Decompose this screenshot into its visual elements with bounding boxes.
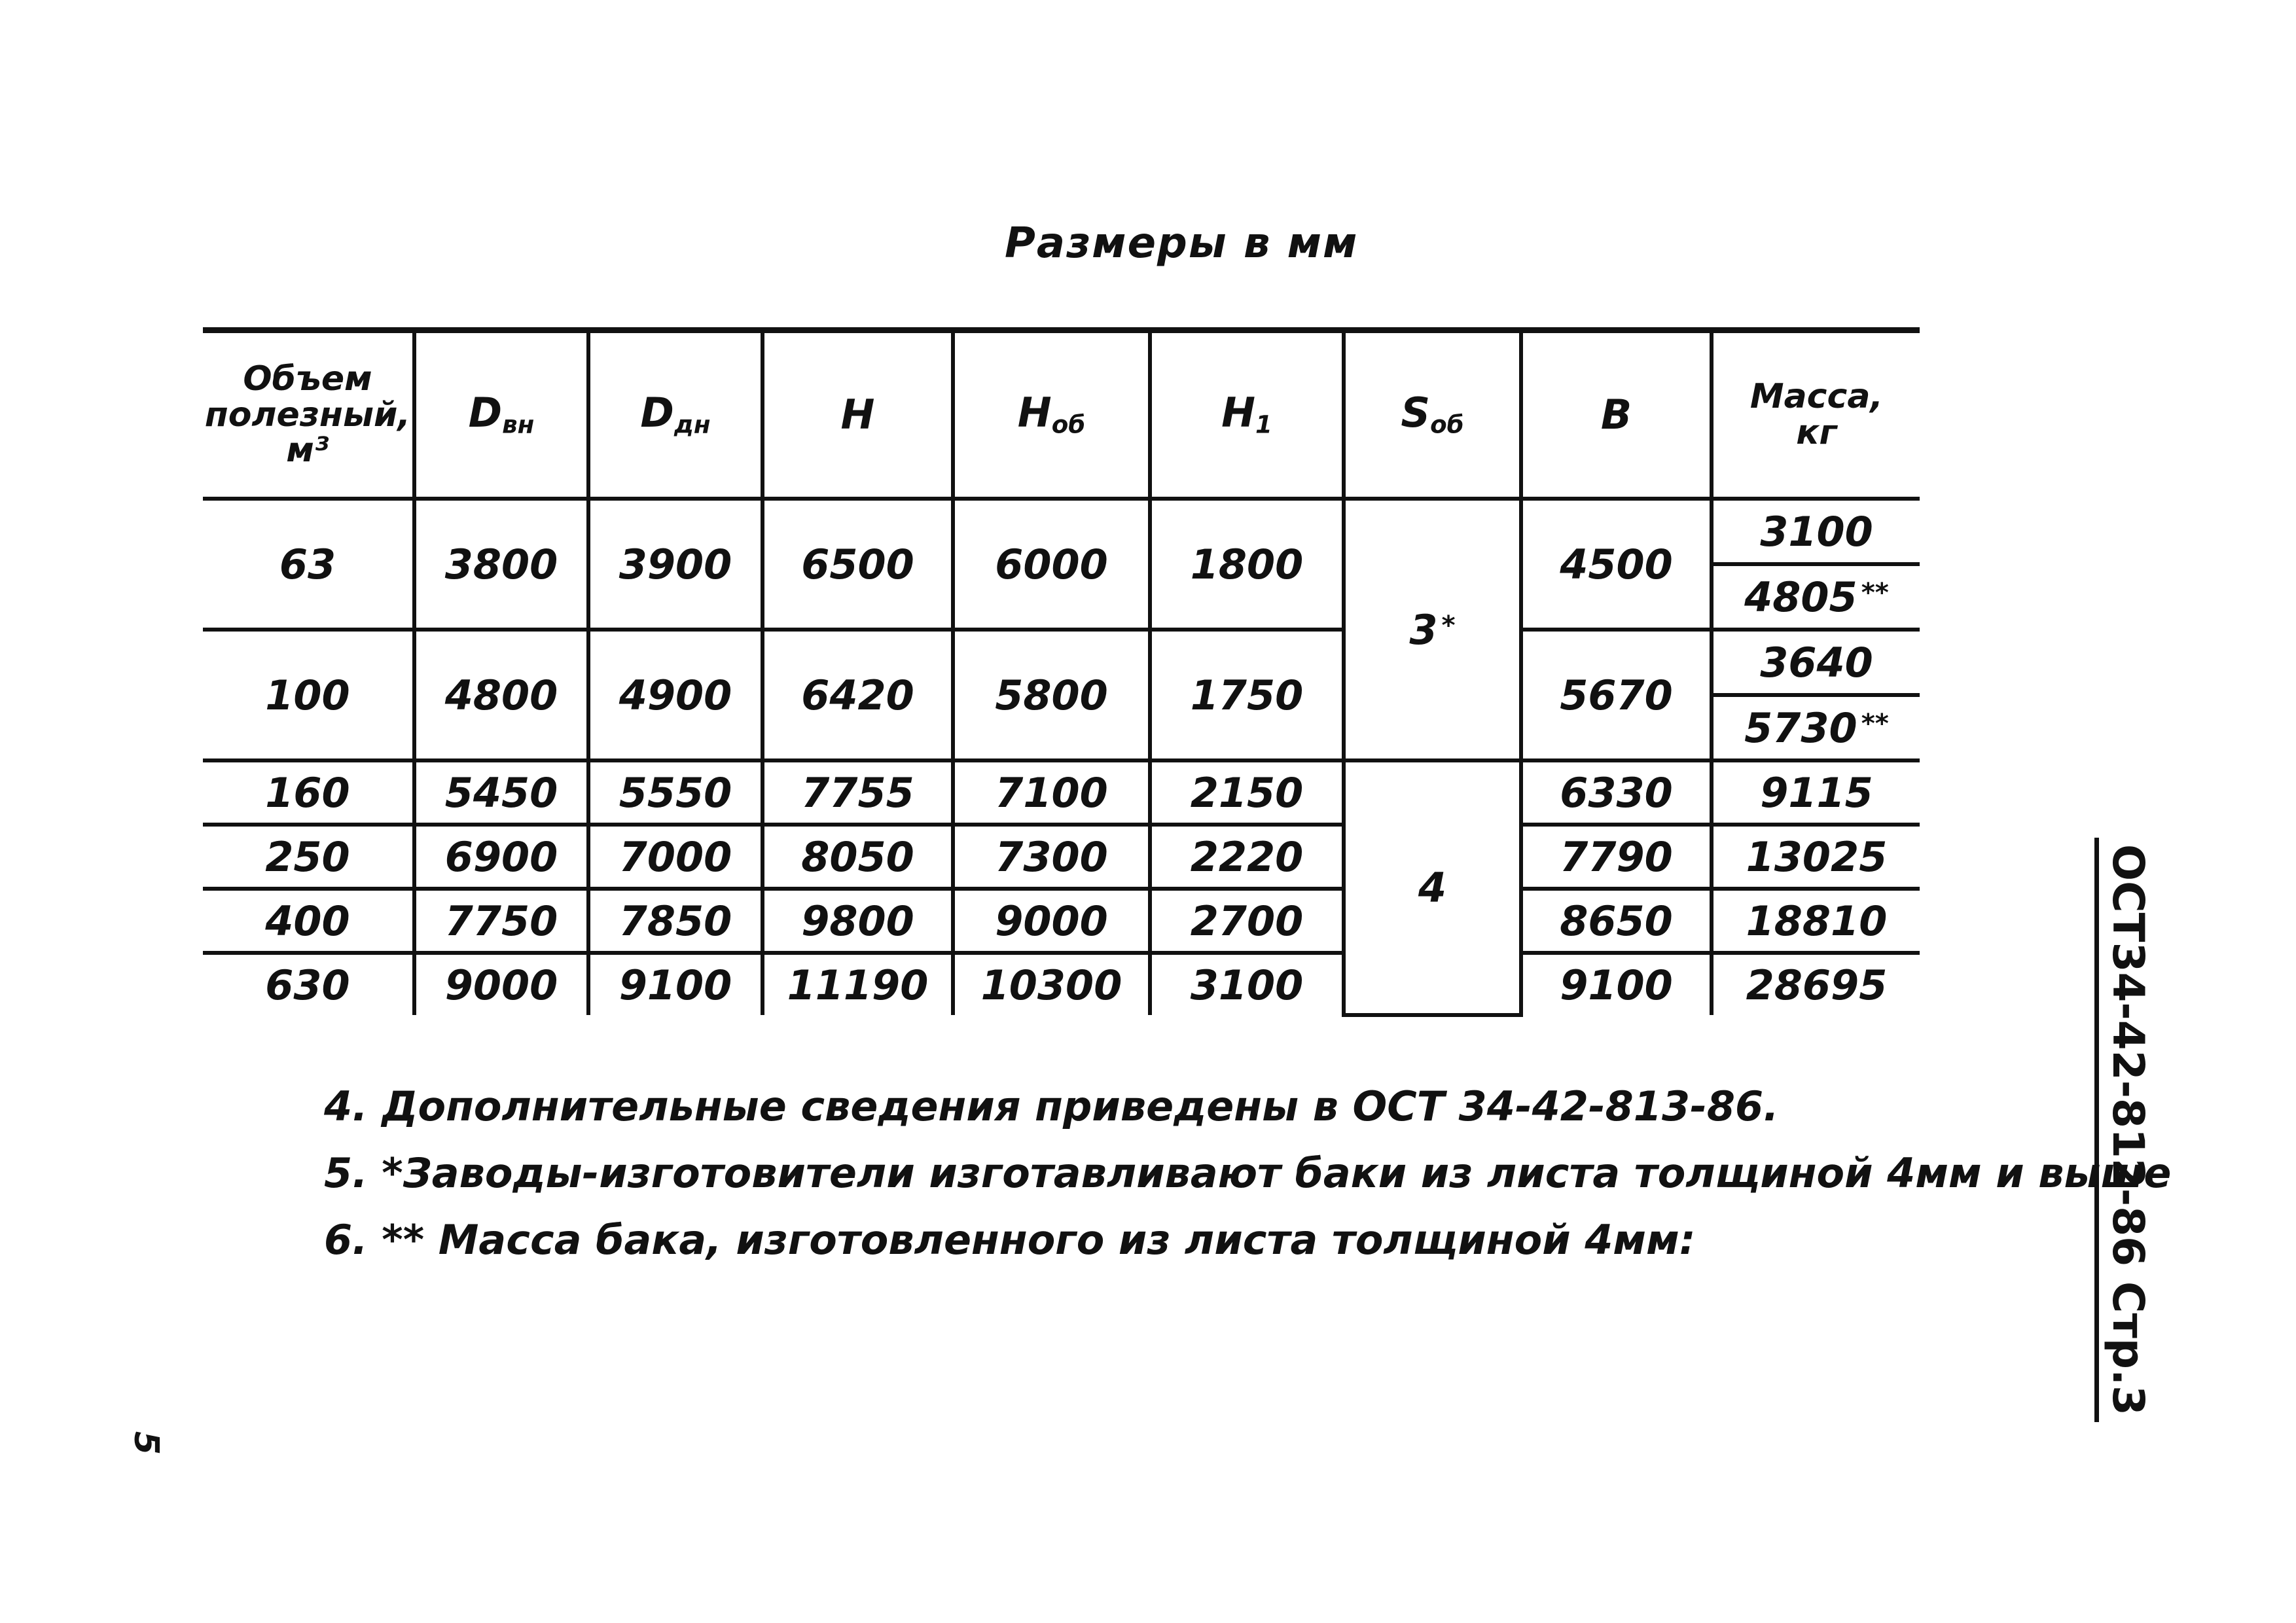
note-item: 4. Дополнительные сведения приведены в ОСТ 34-42-813-86.	[324, 1082, 1779, 1130]
page-number: 5	[126, 1431, 166, 1455]
cell-b: 5670	[1521, 630, 1712, 760]
table-row	[203, 630, 1920, 695]
header-volume-line2: полезный,	[204, 395, 411, 435]
table-row	[203, 953, 1920, 1015]
cell-dvn: 3800	[414, 499, 588, 630]
table-caption: Размеры в мм	[1005, 219, 1359, 268]
table-row	[203, 825, 1920, 889]
cell-dvn: 7750	[414, 889, 588, 953]
cell-h1: 2150	[1150, 760, 1344, 825]
cell-mass-alt: 4805 **	[1712, 564, 1920, 630]
table-header-row	[203, 330, 1920, 499]
cell-h1: 3100	[1150, 953, 1344, 1015]
header-hob: $H_{об}$	[953, 330, 1150, 499]
cell-b: 7790	[1521, 825, 1712, 889]
table-row	[203, 499, 1920, 564]
cell-dvn: 5450	[414, 760, 588, 825]
cell-h: 9800	[762, 889, 953, 953]
cell-dvn: 4800	[414, 630, 588, 760]
cell-mass-alt: 5730 **	[1712, 695, 1920, 760]
document-code: ОСТ34-42-812-86 Стр.3	[2094, 838, 2153, 1422]
cell-hob: 5800	[953, 630, 1150, 760]
header-mass-line2: кг	[1796, 413, 1837, 452]
cell-b: 8650	[1521, 889, 1712, 953]
cell-dvn: 9000	[414, 953, 588, 1015]
cell-volume: 250	[203, 825, 414, 889]
cell-sob-group2: 4	[1344, 760, 1521, 1015]
header-b: B	[1521, 330, 1712, 499]
cell-h: 8050	[762, 825, 953, 889]
header-h1: $H_1$	[1150, 330, 1344, 499]
cell-b: 6330	[1521, 760, 1712, 825]
cell-dnar: 7000	[588, 825, 762, 889]
cell-volume: 160	[203, 760, 414, 825]
cell-hob: 7100	[953, 760, 1150, 825]
dimensions-table	[203, 327, 1920, 1017]
cell-b: 4500	[1521, 499, 1712, 630]
header-sob: $S_{об}$	[1344, 330, 1521, 499]
cell-dnar: 9100	[588, 953, 762, 1015]
cell-h1: 1750	[1150, 630, 1344, 760]
cell-mass: 18810	[1712, 889, 1920, 953]
cell-dnar: 5550	[588, 760, 762, 825]
header-dvn: $D_{вн}$	[414, 330, 588, 499]
table-row	[203, 760, 1920, 825]
cell-volume: 630	[203, 953, 414, 1015]
cell-mass: 3100	[1712, 499, 1920, 564]
cell-h: 6420	[762, 630, 953, 760]
header-volume	[203, 330, 414, 499]
header-mass	[1712, 330, 1920, 499]
cell-h: 7755	[762, 760, 953, 825]
cell-mass: 3640	[1712, 630, 1920, 695]
cell-dvn: 6900	[414, 825, 588, 889]
cell-mass: 13025	[1712, 825, 1920, 889]
cell-volume: 100	[203, 630, 414, 760]
cell-hob: 10300	[953, 953, 1150, 1015]
cell-sob-group1: 3 *	[1344, 499, 1521, 760]
cell-hob: 6000	[953, 499, 1150, 630]
cell-dnar: 7850	[588, 889, 762, 953]
cell-volume: 63	[203, 499, 414, 630]
note-item: 5. *Заводы-изготовители изготавливают баки из листа толщиной 4мм и выше	[324, 1149, 2172, 1197]
header-volume-unit: м³	[286, 431, 329, 471]
note-item: 6. ** Масса бака, изготовленного из листа толщиной 4мм:	[324, 1216, 1696, 1264]
cell-h1: 2220	[1150, 825, 1344, 889]
cell-h: 6500	[762, 499, 953, 630]
header-h: H	[762, 330, 953, 499]
header-dnar: $D_{дн}$	[588, 330, 762, 499]
cell-mass: 28695	[1712, 953, 1920, 1015]
side-stamp	[2062, 844, 2153, 1416]
header-mass-line1: Масса,	[1749, 377, 1884, 417]
header-volume-line1: Объем	[243, 359, 372, 399]
cell-hob: 9000	[953, 889, 1150, 953]
cell-dnar: 4900	[588, 630, 762, 760]
cell-hob: 7300	[953, 825, 1150, 889]
cell-h: 11190	[762, 953, 953, 1015]
cell-dnar: 3900	[588, 499, 762, 630]
cell-b: 9100	[1521, 953, 1712, 1015]
cell-volume: 400	[203, 889, 414, 953]
notes-block	[324, 1073, 2171, 1274]
table-row	[203, 889, 1920, 953]
cell-mass: 9115	[1712, 760, 1920, 825]
cell-h1: 1800	[1150, 499, 1344, 630]
cell-h1: 2700	[1150, 889, 1344, 953]
